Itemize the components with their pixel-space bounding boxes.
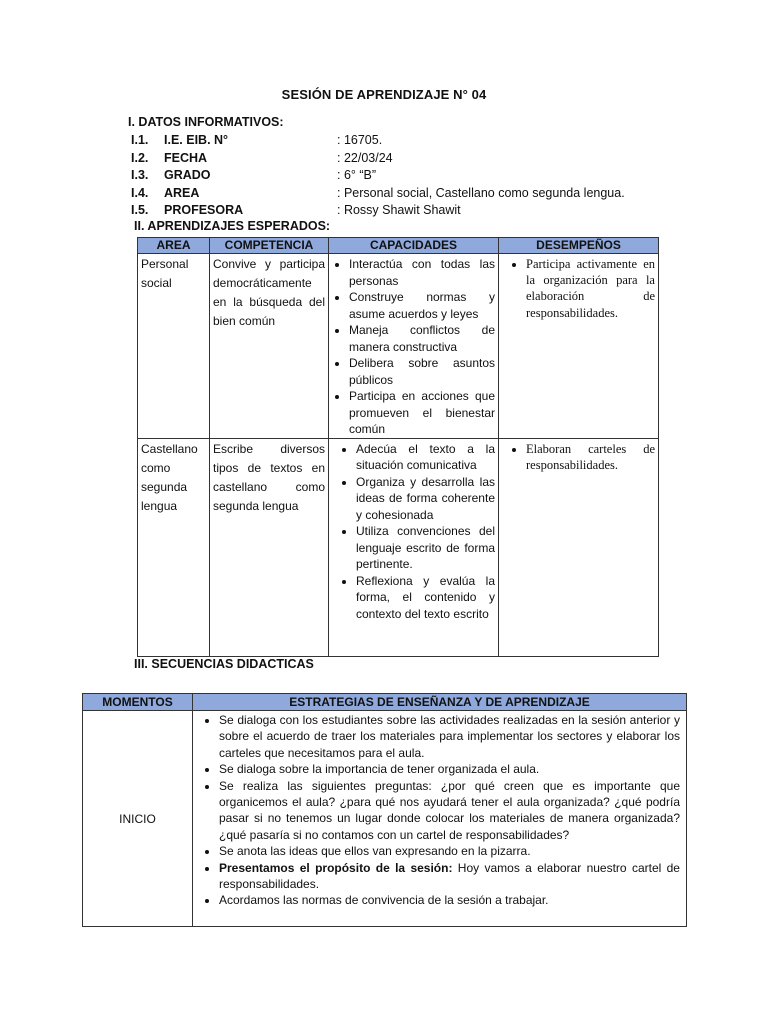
header-desempenos: DESEMPEÑOS [499, 238, 659, 254]
info-row [131, 185, 671, 203]
competencia-cell: Convive y participa democráticamente en la búsqueda del bien común [210, 254, 329, 439]
capacidades-cell [329, 438, 499, 656]
section-heading-secuencias: III. SECUENCIAS DIDACTICAS [134, 657, 314, 671]
info-label: I.E. EIB. N° [164, 133, 229, 147]
strategies-cell [193, 711, 687, 927]
info-value: : 16705. [337, 133, 383, 147]
capacidades-list [332, 441, 495, 623]
table-row [138, 438, 659, 656]
info-label: GRADO [164, 168, 211, 183]
info-value: : 22/03/24 [337, 150, 393, 165]
desempenos-list [502, 441, 655, 473]
list-item: • Utiliza convenciones del lenguaje escrito de forma pertinente. [356, 523, 495, 573]
list-item: • Participa en acciones que promueven el bienestar común [349, 388, 495, 438]
list-item: • Se anota las ideas que ellos van expresando en la pizarra. [219, 843, 680, 859]
list-item: • Adecúa el texto a la situación comunicativa [356, 441, 495, 474]
list-item [219, 860, 680, 893]
purpose-label: Presentamos el propósito de la sesión: [219, 860, 453, 875]
info-row [131, 167, 671, 185]
capacidades-list [332, 256, 495, 438]
learning-table [137, 237, 659, 657]
info-list [131, 132, 671, 220]
section-heading-datos: I. DATOS INFORMATIVOS: [128, 115, 284, 129]
competencia-cell: Escribe diversos tipos de textos en castellano como segunda lengua [210, 438, 329, 656]
list-item: • Participa activamente en la organización para la elaboración de responsabilidades. [526, 256, 655, 321]
list-item: • Se dialoga sobre la importancia de tener organizada el aula. [219, 761, 680, 777]
moment-cell: INICIO [83, 711, 193, 927]
list-item: • Acordamos las normas de convivencia de la sesión a trabajar. [219, 892, 680, 908]
info-number: I.5. [131, 203, 149, 218]
info-row [131, 150, 671, 168]
table-row [83, 711, 687, 927]
list-item: • Delibera sobre asuntos públicos [349, 355, 495, 388]
info-label: PROFESORA [164, 203, 244, 218]
info-value: : 6° “B” [337, 168, 377, 183]
info-label: AREA [164, 185, 200, 200]
header-competencia: COMPETENCIA [210, 238, 329, 254]
list-item: • Construye normas y asume acuerdos y leyes [349, 289, 495, 322]
purpose-text: Hoy vamos a elaborar nuestro cartel de responsabilidades. [219, 860, 680, 892]
info-value: : Personal social, Castellano como segunda lengua. [337, 185, 625, 200]
strategies-table-header [83, 694, 687, 711]
info-value: : Rossy Shawit Shawit [337, 203, 461, 218]
header-estrategias: ESTRATEGIAS DE ENSEÑANZA Y DE APRENDIZAJE [193, 694, 687, 711]
desempenos-cell [499, 254, 659, 439]
session-title: SESIÓN DE APRENDIZAJE N° 04 [281, 87, 487, 102]
area-cell: Personal social [138, 254, 210, 439]
info-label: FECHA [164, 150, 208, 165]
learning-table-header [138, 238, 659, 254]
section-heading-aprendizajes: II. APRENDIZAJES ESPERADOS: [134, 219, 331, 233]
list-item: • Elaboran carteles de responsabilidades. [526, 441, 655, 473]
list-item: • Se dialoga con los estudiantes sobre las actividades realizadas en la sesión anterior y sobre el acuerdo de traer los materiales para implementar los sectores y elaborar los carteles que necesitamos para el aula. [219, 712, 680, 761]
header-momentos: MOMENTOS [83, 694, 193, 711]
info-number: I.1. [131, 133, 149, 147]
info-number: I.4. [131, 185, 149, 200]
desempenos-cell [499, 438, 659, 656]
strategies-table [82, 693, 687, 927]
list-item: • Interactúa con todas las personas [349, 256, 495, 289]
strategies-list [195, 712, 680, 909]
area-cell: Castellano como segunda lengua [138, 438, 210, 656]
list-item: • Se realiza las siguientes preguntas: ¿por qué creen que es importante que organicemos el aula? ¿para qué nos ayudará tener el aula organizada? ¿qué podría pasar si no tenemos un lugar donde colocar los materiales de manera organizada? ¿qué pasaría si no contamos con un cartel de responsabilidades? [219, 778, 680, 844]
header-area: AREA [138, 238, 210, 254]
header-capacidades: CAPACIDADES [329, 238, 499, 254]
list-item: • Reflexiona y evalúa la forma, el contenido y contexto del texto escrito [356, 573, 495, 623]
info-number: I.3. [131, 168, 149, 183]
list-item: • Organiza y desarrolla las ideas de forma coherente y cohesionada [356, 474, 495, 524]
desempenos-list [502, 256, 655, 321]
table-row [138, 254, 659, 439]
list-item: • Maneja conflictos de manera constructiva [349, 322, 495, 355]
capacidades-cell [329, 254, 499, 439]
info-row [131, 132, 671, 150]
info-number: I.2. [131, 150, 149, 165]
info-row [131, 202, 671, 220]
